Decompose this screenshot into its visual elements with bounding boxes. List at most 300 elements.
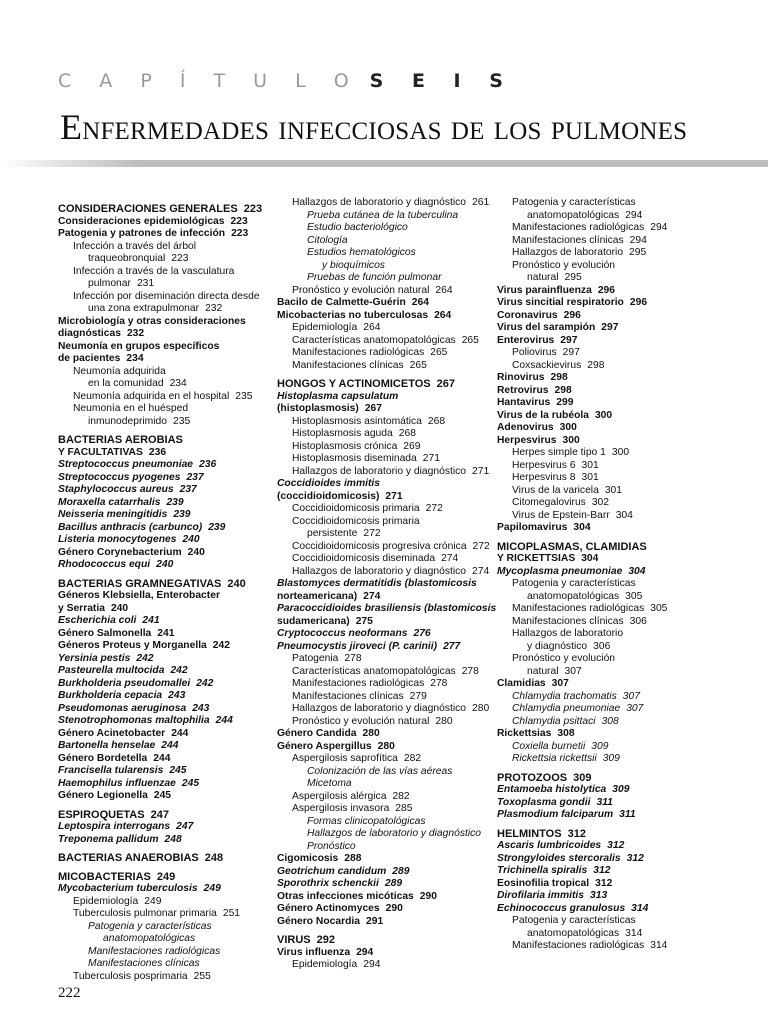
toc-entry-text: Eosinofilia tropical — [497, 877, 590, 889]
toc-entry-page: 313 — [589, 890, 608, 901]
toc-entry — [277, 378, 492, 391]
toc-entry — [497, 591, 727, 604]
toc-entry — [497, 372, 727, 385]
toc-entry — [277, 322, 492, 335]
toc-entry — [58, 834, 273, 847]
toc-entry — [58, 291, 273, 304]
toc-entry-text: en la comunidad — [88, 378, 164, 389]
toc-entry-text: Coxiella burnetii — [512, 740, 586, 752]
toc-entry-text: Burkholderia pseudomallei — [58, 677, 191, 689]
toc-entry — [277, 335, 492, 348]
toc-entry — [277, 541, 492, 554]
toc-entry-text: sudamericana) — [277, 615, 350, 627]
toc-entry-page: 239 — [208, 521, 226, 533]
toc-entry-text: Características anatomopatológicas — [292, 665, 456, 677]
toc-entry — [277, 716, 492, 729]
toc-entry-page: 299 — [556, 397, 574, 408]
toc-entry-text: Infección a través de la vasculatura — [73, 265, 235, 277]
toc-entry — [277, 235, 492, 248]
toc-entry — [58, 497, 273, 510]
toc-entry-text: Género Aspergillus — [277, 740, 372, 752]
toc-entry-text: Staphylococcus aureus — [58, 484, 174, 495]
toc-entry-text: Coccidioidomicosis primaria — [292, 503, 420, 514]
toc-entry-text: Histoplasmosis aguda — [292, 428, 393, 439]
toc-entry-page: 301 — [581, 472, 599, 483]
toc-entry-text: BACTERIAS ANAEROBIAS — [58, 852, 199, 864]
toc-entry — [497, 716, 727, 729]
toc-entry — [497, 878, 727, 891]
toc-entry — [58, 316, 273, 329]
toc-entry — [277, 753, 492, 766]
toc-entry-page: 278 — [344, 653, 362, 664]
toc-entry-page: 307 — [551, 678, 569, 689]
toc-entry-text: Manifestaciones radiológicas — [512, 603, 645, 614]
toc-entry-text: Blastomyces dermatitidis (blastomicosis — [277, 578, 477, 589]
toc-entry-text: Tuberculosis posprimaria — [73, 970, 188, 982]
toc-entry — [277, 360, 492, 373]
toc-entry-page: 301 — [581, 459, 599, 471]
toc-entry — [58, 328, 273, 341]
toc-entry — [277, 828, 492, 841]
toc-entry-text: Hallazgos de laboratorio y diagnóstico — [292, 565, 467, 577]
toc-entry-page: 291 — [365, 915, 384, 927]
toc-entry-page: 247 — [176, 821, 194, 832]
toc-entry — [277, 553, 492, 566]
toc-entry-text: Y FACULTATIVAS — [58, 446, 143, 458]
toc-entry — [58, 971, 273, 984]
toc-entry-page: 296 — [597, 284, 615, 296]
toc-entry — [277, 416, 492, 429]
toc-entry-page: 272 — [472, 540, 490, 552]
toc-entry-text: Estudios hematológicos — [307, 247, 416, 258]
toc-entry-text: Dirofilaria immitis — [497, 890, 584, 901]
toc-entry-page: 290 — [385, 903, 403, 914]
toc-entry — [58, 603, 273, 616]
toc-entry-text: Pseudomonas aeruginosa — [58, 702, 187, 714]
toc-entry-text: Neumonía adquirida en el hospital — [73, 390, 230, 402]
toc-entry-text: Género Actinomyces — [277, 903, 380, 914]
toc-entry-text: Pronóstico y evolución natural — [292, 284, 430, 296]
toc-entry — [277, 347, 492, 360]
toc-entry-page: 278 — [461, 665, 479, 677]
toc-entry — [58, 509, 273, 522]
toc-entry — [58, 640, 273, 653]
toc-entry-text: Tuberculosis pulmonar primaria — [73, 908, 217, 919]
toc-entry — [277, 441, 492, 454]
toc-entry-page: 248 — [164, 833, 182, 845]
toc-entry-text: HELMINTOS — [497, 827, 562, 840]
toc-entry — [58, 615, 273, 628]
toc-entry-text: Leptospira interrogans — [58, 821, 171, 832]
toc-entry — [277, 741, 492, 754]
toc-entry-text: (histoplasmosis) — [277, 403, 359, 414]
toc-entry — [277, 903, 492, 916]
toc-entry-text: Pronóstico y evolución — [512, 259, 616, 271]
toc-entry-page: 236 — [199, 459, 217, 470]
toc-column-3 — [497, 197, 727, 953]
toc-entry — [497, 653, 727, 666]
toc-entry-page: 264 — [411, 297, 429, 308]
toc-entry-text: Hallazgos de laboratorio y diagnóstico — [292, 465, 467, 477]
toc-entry-page: 265 — [461, 334, 479, 346]
toc-entry-text: HONGOS Y ACTINOMICETOS — [277, 378, 431, 390]
toc-entry-page: 231 — [136, 278, 155, 289]
toc-entry-page: 304 — [615, 509, 633, 521]
toc-entry-text: Herpes simple tipo 1 — [512, 447, 606, 458]
toc-entry — [277, 297, 492, 310]
toc-entry-text: Rinovirus — [497, 372, 545, 383]
toc-entry-text: Características anatomopatológicas — [292, 334, 456, 346]
toc-entry-text: Burkholderia cepacia — [58, 690, 163, 701]
toc-entry-text: Haemophilus influenzae — [58, 777, 176, 789]
toc-entry-text: Género Acinetobacter — [58, 727, 166, 739]
toc-entry-text: Virus sincitial respiratorio — [497, 297, 624, 308]
toc-entry-text: Hallazgos de laboratorio — [512, 247, 624, 258]
toc-entry-text: Y RICKETTSIAS — [497, 553, 576, 564]
toc-entry — [277, 853, 492, 866]
toc-column-2 — [277, 197, 497, 972]
toc-entry — [497, 828, 727, 841]
toc-entry-text: (coccidioidomicosis) — [277, 490, 380, 502]
toc-entry — [58, 896, 273, 909]
toc-entry-page: 240 — [182, 534, 200, 545]
toc-entry-text: Coxsackievirus — [512, 359, 582, 371]
toc-entry-page: 314 — [650, 940, 668, 951]
toc-entry-page: 240 — [187, 546, 205, 558]
toc-entry-text: Manifestaciones radiológicas — [292, 678, 425, 689]
toc-entry-page: 223 — [243, 203, 263, 215]
toc-entry-text: Aspergilosis saprofítica — [292, 753, 398, 764]
toc-entry — [277, 947, 492, 960]
toc-entry-text: Hallazgos de laboratorio y diagnóstico — [292, 703, 467, 714]
toc-entry — [497, 541, 727, 554]
toc-entry — [497, 903, 727, 916]
toc-entry-text: Trichinella spiralis — [497, 865, 588, 876]
toc-entry-text: Hantavirus — [497, 397, 551, 408]
toc-entry — [277, 678, 492, 691]
toc-entry — [497, 460, 727, 473]
toc-entry-page: 223 — [171, 253, 189, 264]
toc-entry-page: 282 — [403, 753, 422, 764]
toc-entry — [58, 852, 273, 865]
toc-entry-page: 264 — [435, 284, 453, 296]
toc-entry-text: Plasmodium falciparum — [497, 809, 614, 820]
toc-entry-text: Formas clinicopatológicas — [307, 815, 426, 827]
toc-entry — [277, 703, 492, 716]
toc-entry-text: Escherichia coli — [58, 615, 137, 626]
toc-entry — [58, 665, 273, 678]
toc-entry-text: Patogenia y características — [512, 197, 636, 208]
toc-entry — [277, 247, 492, 260]
toc-entry — [58, 678, 273, 691]
toc-entry — [58, 958, 273, 971]
toc-entry-page: 314 — [625, 927, 643, 939]
toc-entry — [58, 908, 273, 921]
toc-entry-text: Ascaris lumbricoides — [497, 840, 602, 851]
toc-entry — [277, 728, 492, 741]
toc-entry — [497, 497, 727, 510]
toc-entry-text: Echinococcus granulosus — [497, 902, 626, 914]
toc-entry-page: 249 — [144, 895, 162, 907]
toc-entry-page: 265 — [430, 347, 448, 358]
toc-entry-page: 251 — [222, 908, 241, 919]
toc-entry-text: Chlamydia trachomatis — [512, 690, 617, 702]
toc-entry-page: 301 — [604, 484, 622, 496]
toc-entry-text: CONSIDERACIONES GENERALES — [58, 203, 238, 215]
toc-entry-page: 295 — [564, 272, 582, 283]
toc-entry-page: 245 — [153, 790, 172, 801]
toc-entry-page: 264 — [363, 322, 381, 333]
toc-entry-page: 241 — [142, 615, 160, 626]
chapter-header — [58, 70, 514, 92]
toc-entry — [497, 260, 727, 273]
toc-entry-text: Manifestaciones radiológicas — [292, 347, 425, 358]
toc-entry-page: 292 — [316, 934, 335, 946]
toc-entry — [277, 478, 492, 491]
toc-entry-page: 296 — [563, 309, 581, 321]
toc-entry-page: 242 — [136, 652, 154, 664]
toc-entry — [58, 534, 273, 547]
toc-entry — [497, 247, 727, 260]
toc-entry-page: 312 — [567, 827, 586, 840]
toc-entry — [497, 485, 727, 498]
toc-entry-text: Cryptococcus neoformans — [277, 628, 408, 639]
toc-entry — [58, 484, 273, 497]
toc-entry — [497, 272, 727, 285]
toc-entry-page: 280 — [435, 715, 453, 727]
toc-entry — [497, 578, 727, 591]
toc-entry-page: 280 — [472, 703, 490, 714]
toc-entry-page: 308 — [557, 728, 575, 739]
toc-entry-page: 314 — [631, 902, 649, 914]
toc-entry-page: 289 — [384, 878, 403, 889]
toc-entry — [277, 260, 492, 273]
toc-entry-text: Hallazgos de laboratorio y diagnóstico — [292, 197, 467, 208]
toc-entry-text: Histoplasmosis diseminada — [292, 453, 417, 464]
toc-entry — [497, 940, 727, 953]
toc-entry-text: Chlamydia pneumoniae — [512, 703, 621, 714]
toc-entry-page: 298 — [554, 384, 572, 396]
toc-entry-page: 237 — [179, 484, 197, 495]
toc-entry-text: Otras infecciones micóticas — [277, 890, 414, 902]
toc-entry-page: 234 — [169, 378, 187, 389]
toc-entry-page: 244 — [171, 727, 189, 739]
toc-entry — [58, 459, 273, 472]
toc-entry-page: 302 — [591, 497, 610, 508]
toc-entry — [497, 840, 727, 853]
toc-entry-text: Yersinia pestis — [58, 652, 131, 664]
toc-entry-page: 242 — [212, 640, 230, 651]
toc-entry-page: 223 — [230, 215, 248, 227]
toc-entry-text: ESPIROQUETAS — [58, 808, 145, 821]
toc-entry — [58, 266, 273, 279]
toc-entry-text: Género Nocardia — [277, 915, 360, 927]
toc-entry-page: 267 — [436, 378, 455, 390]
toc-entry-text: y bioquímicos — [322, 259, 385, 271]
toc-entry-text: Coccidioidomicosis progresiva crónica — [292, 540, 467, 552]
toc-entry — [58, 522, 273, 535]
toc-entry — [497, 210, 727, 223]
chapter-number: S E I S — [369, 70, 514, 92]
page-title: Enfermedades infecciosas de los pulmones — [60, 107, 688, 147]
toc-entry-text: Streptococcus pneumoniae — [58, 459, 194, 470]
toc-entry-text: Patogenia — [292, 653, 339, 664]
toc-entry-text: Estudio bacteriológico — [307, 222, 408, 233]
toc-entry-text: Retrovirus — [497, 384, 549, 396]
toc-entry — [58, 883, 273, 896]
toc-entry-text: Paracoccidioides brasiliensis (blastomicosis — [277, 603, 497, 614]
toc-entry — [497, 297, 727, 310]
toc-entry-text: MICOBACTERIAS — [58, 870, 151, 883]
toc-entry-page: 297 — [562, 347, 580, 358]
toc-entry-text: Coccidioidomicosis primaria — [292, 515, 420, 527]
toc-entry — [497, 809, 727, 822]
toc-entry — [277, 666, 492, 679]
toc-entry-page: 295 — [629, 247, 647, 258]
toc-entry — [497, 397, 727, 410]
toc-entry-page: 290 — [419, 890, 437, 902]
toc-entry-text: Micetoma — [307, 778, 352, 789]
toc-entry-text: Aspergilosis alérgica — [292, 790, 387, 802]
toc-entry — [58, 590, 273, 603]
toc-entry-page: 274 — [472, 565, 490, 577]
toc-entry-text: Género Salmonella — [58, 627, 152, 639]
toc-entry-text: Papilomavirus — [497, 522, 568, 533]
toc-entry-text: Manifestaciones clínicas — [512, 234, 624, 246]
toc-entry-page: 300 — [611, 447, 630, 458]
toc-entry — [497, 235, 727, 248]
toc-entry-text: Manifestaciones clínicas — [88, 958, 200, 969]
toc-entry — [497, 197, 727, 210]
toc-entry — [58, 253, 273, 266]
toc-entry — [277, 428, 492, 441]
toc-entry — [277, 310, 492, 323]
toc-entry — [58, 809, 273, 822]
toc-entry-page: 278 — [430, 678, 448, 689]
toc-entry — [277, 641, 492, 654]
toc-entry-text: Virus de Epstein-Barr — [512, 509, 610, 521]
toc-entry — [497, 666, 727, 679]
toc-entry-page: 243 — [192, 702, 210, 714]
toc-entry-page: 242 — [196, 677, 214, 689]
toc-entry — [277, 222, 492, 235]
toc-entry — [277, 566, 492, 579]
toc-entry-page: 298 — [587, 359, 605, 371]
toc-entry-page: 304 — [628, 565, 646, 577]
toc-entry-text: MICOPLASMAS, CLAMIDIAS — [497, 540, 647, 553]
toc-entry-text: Patogenia y características — [512, 915, 636, 926]
toc-entry — [277, 628, 492, 641]
toc-entry — [277, 591, 492, 604]
chapter-word: C A P Í T U L O — [58, 70, 360, 92]
toc-entry-page: 271 — [422, 453, 440, 464]
toc-entry-text: Coccidioides immitis — [277, 478, 380, 489]
toc-entry-text: Manifestaciones clínicas — [292, 359, 404, 371]
toc-entry-page: 240 — [227, 577, 246, 590]
toc-entry — [497, 728, 727, 741]
toc-entry — [58, 391, 273, 404]
toc-entry — [497, 928, 727, 941]
toc-entry — [497, 522, 727, 535]
toc-entry-text: Pronóstico y evolución — [512, 653, 616, 664]
toc-entry — [277, 959, 492, 972]
toc-entry-page: 300 — [594, 409, 613, 421]
toc-entry-text: BACTERIAS AEROBIAS — [58, 434, 183, 446]
toc-entry-page: 223 — [231, 228, 249, 239]
toc-entry — [277, 528, 492, 541]
toc-entry — [497, 865, 727, 878]
toc-entry — [277, 391, 492, 404]
toc-entry — [58, 765, 273, 778]
toc-entry-text: Micobacterias no tuberculosas — [277, 309, 429, 321]
toc-entry — [58, 690, 273, 703]
toc-entry-text: Manifestaciones radiológicas — [512, 940, 645, 951]
toc-entry — [497, 741, 727, 754]
toc-entry-page: 297 — [560, 334, 578, 346]
toc-entry-text: Hallazgos de laboratorio — [512, 628, 624, 639]
toc-entry-text: anatomopatológicas — [103, 933, 196, 944]
toc-entry — [497, 691, 727, 704]
toc-entry-page: 294 — [625, 209, 643, 221]
toc-entry — [497, 222, 727, 235]
toc-entry-page: 294 — [363, 959, 381, 970]
toc-entry-page: 244 — [215, 715, 233, 726]
toc-entry-text: Epidemiología — [292, 322, 358, 333]
toc-entry-page: 304 — [581, 553, 599, 564]
toc-entry — [277, 916, 492, 929]
toc-entry-page: 245 — [169, 765, 187, 776]
toc-entry-page: 300 — [562, 434, 580, 446]
toc-entry — [277, 891, 492, 904]
toc-entry-page: 249 — [203, 883, 221, 894]
toc-entry-page: 255 — [193, 970, 211, 982]
toc-entry-text: Bartonella henselae — [58, 740, 156, 751]
toc-entry — [497, 641, 727, 654]
toc-entry-page: 274 — [363, 590, 381, 602]
toc-entry — [277, 210, 492, 223]
toc-entry — [277, 866, 492, 879]
toc-entry-text: Mycoplasma pneumoniae — [497, 565, 623, 577]
toc-entry-page: 294 — [629, 234, 647, 246]
toc-entry — [497, 753, 727, 766]
toc-entry-page: 279 — [409, 690, 427, 702]
toc-entry-text: Virus de la rubéola — [497, 409, 589, 421]
toc-entry-text: Neisseria meningitidis — [58, 509, 168, 520]
toc-entry — [58, 871, 273, 884]
toc-entry-text: Listeria monocytogenes — [58, 534, 177, 545]
toc-entry-page: 240 — [110, 602, 129, 614]
toc-entry — [497, 553, 727, 566]
toc-entry-text: Mycobacterium tuberculosis — [58, 883, 198, 894]
toc-entry — [497, 603, 727, 616]
toc-entry — [58, 403, 273, 416]
page-number: 222 — [58, 985, 81, 1001]
toc-entry-text: Prueba cutánea de la tuberculina — [307, 209, 459, 221]
toc-entry-page: 312 — [607, 840, 625, 851]
toc-entry-text: Coronavirus — [497, 309, 558, 321]
toc-entry-page: 312 — [626, 852, 644, 864]
toc-entry-text: Citología — [307, 234, 348, 246]
toc-entry-text: Género Corynebacterium — [58, 546, 182, 558]
toc-entry-page: 282 — [392, 790, 410, 802]
toc-entry-page: 305 — [650, 603, 668, 614]
toc-entry-text: Epidemiología — [73, 895, 139, 907]
toc-entry — [497, 703, 727, 716]
toc-entry — [277, 766, 492, 779]
toc-entry-text: Neumonía adquirida — [73, 365, 166, 377]
toc-entry-page: 277 — [443, 640, 461, 652]
toc-entry — [497, 410, 727, 423]
